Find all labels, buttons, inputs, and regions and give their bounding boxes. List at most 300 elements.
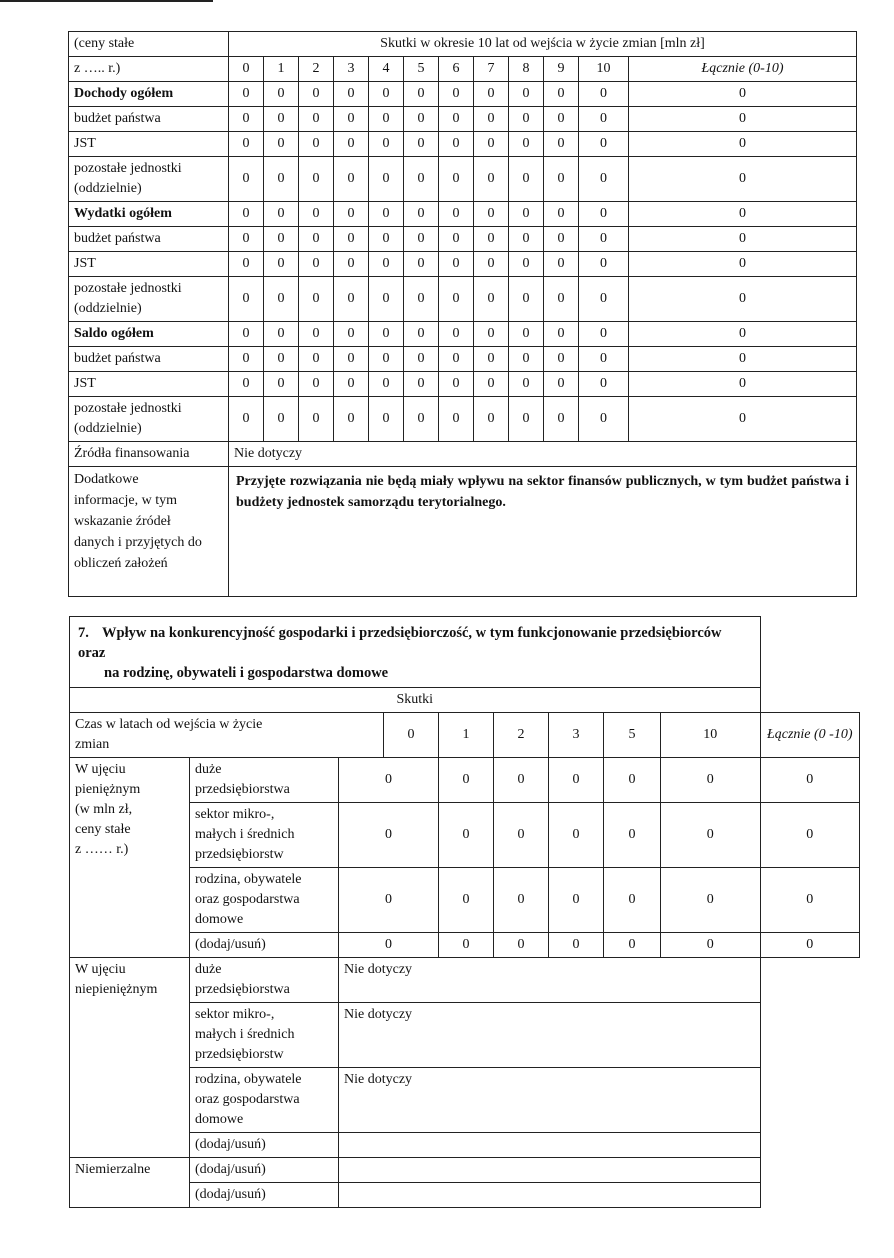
value-cell: 0 [474,322,509,347]
total-cell: 0 [629,82,857,107]
year-header: 3 [549,713,604,758]
value-cell: 0 [509,277,544,322]
label-line: ceny stałe [75,822,131,837]
value-cell: 0 [549,758,604,803]
value-cell: 0 [509,82,544,107]
value-cell: 0 [299,82,334,107]
value-cell: 0 [474,157,509,202]
value-cell: 0 [604,933,661,958]
value-cell: 0 [264,132,299,157]
value-cell: 0 [474,252,509,277]
value-cell: 0 [509,252,544,277]
value-cell: 0 [369,252,404,277]
label-line: (oddzielnie) [74,421,142,436]
value-cell: 0 [404,132,439,157]
row-label: Dochody ogółem [69,82,229,107]
total-cell: 0 [760,758,860,803]
year-header: 10 [579,57,629,82]
value-cell: 0 [544,132,579,157]
label-line: przedsiębiorstw [195,847,284,862]
label-line: domowe [195,912,244,927]
table-row [69,202,857,227]
value-cell: 0 [544,397,579,442]
label-line: informacje, w tym [74,493,178,508]
section-number: 7. [78,625,89,641]
value-cell: 0 [229,277,264,322]
value-cell: 0 [299,277,334,322]
label-line: rodzina, obywatele [195,1072,302,1087]
nonmonetary-rows [70,958,860,1158]
label-line: W ujęciu [75,962,126,977]
monetary-group-label [70,758,190,958]
label-line: przedsiębiorstwa [195,982,290,997]
table-row [69,372,857,397]
value-cell: 0 [334,107,369,132]
row-value [339,1183,761,1208]
value-cell: 0 [369,322,404,347]
value-cell: 0 [474,372,509,397]
value-cell: 0 [474,227,509,252]
value-cell: 0 [404,82,439,107]
year-header: 0 [384,713,439,758]
label-line: obliczeń założeń [74,556,168,571]
row-label: budżet państwa [69,107,229,132]
value-cell: 0 [509,202,544,227]
value-cell: 0 [544,347,579,372]
value-cell: 0 [439,868,494,933]
total-header: Łącznie (0 -10) [760,713,860,758]
unmeasurable-rows [70,1158,860,1208]
price-note-2: z ….. r.) [69,57,229,82]
value-cell: 0 [604,803,661,868]
value-cell: 0 [369,157,404,202]
row-label [69,277,229,322]
label-line: (dodaj/usuń) [195,937,266,952]
value-cell: 0 [404,202,439,227]
value-cell: 0 [439,322,474,347]
table-row [69,82,857,107]
value-cell: 0 [509,397,544,442]
label-line: duże [195,762,222,777]
section-title: Wpływ na konkurencyjność gospodarki i przedsiębiorczość, w tym funkcjonowanie przedsiębiorców oraz [78,625,722,661]
value-cell: 0 [339,758,439,803]
value-cell: 0 [439,252,474,277]
row-label [190,758,339,803]
value-cell: 0 [264,227,299,252]
additional-info-label [69,467,229,597]
funding-label: Źródła finansowania [69,442,229,467]
row-label [190,958,339,1003]
skutki-header: Skutki [70,688,761,713]
total-cell: 0 [629,347,857,372]
value-cell: 0 [661,868,761,933]
value-cell: 0 [509,322,544,347]
label-line: pozostałe jednostki [74,161,182,176]
value-cell: 0 [339,868,439,933]
section-title-line2: na rodzinę, obywateli i gospodarstwa domowe [104,665,389,681]
section-header-row [70,617,860,688]
row-value [339,1133,761,1158]
row-label [190,1133,339,1158]
value-cell: 0 [369,397,404,442]
value-cell: 0 [544,277,579,322]
value-cell: 0 [544,82,579,107]
value-cell: 0 [474,82,509,107]
time-label [70,713,384,758]
label-line: (dodaj/usuń) [195,1137,266,1152]
value-cell: 0 [544,157,579,202]
year-header: 5 [604,713,661,758]
year-header: 2 [299,57,334,82]
value-cell: 0 [579,202,629,227]
value-cell: 0 [334,157,369,202]
label-line: (oddzielnie) [74,301,142,316]
year-header: 6 [439,57,474,82]
value-cell: 0 [579,252,629,277]
value-cell: 0 [264,347,299,372]
year-header: 4 [369,57,404,82]
row-label: JST [69,252,229,277]
value-cell: 0 [604,758,661,803]
label-line: sektor mikro-, [195,807,275,822]
label-line: z …… r.) [75,842,129,857]
value-cell: 0 [334,322,369,347]
value-cell: 0 [439,933,494,958]
year-header: 0 [229,57,264,82]
value-cell: 0 [509,157,544,202]
label-line: małych i średnich [195,1027,295,1042]
value-cell: 0 [404,252,439,277]
value-cell: 0 [299,322,334,347]
row-label [190,1003,339,1068]
value-cell: 0 [404,397,439,442]
value-cell: 0 [549,803,604,868]
section-7-heading [70,617,761,688]
value-cell: 0 [299,252,334,277]
unmeasurable-label: Niemierzalne [70,1158,190,1208]
label-line: oraz gospodarstwa [195,892,300,907]
year-header: 1 [439,713,494,758]
value-cell: 0 [549,868,604,933]
table-title: Skutki w okresie 10 lat od wejścia w życie zmian [mln zł] [229,32,857,57]
table-row [69,227,857,252]
value-cell: 0 [299,227,334,252]
value-cell: 0 [579,277,629,322]
time-header-row [70,713,860,758]
value-cell: 0 [334,252,369,277]
value-cell: 0 [439,803,494,868]
year-header: 10 [661,713,761,758]
value-cell: 0 [509,132,544,157]
value-cell: 0 [299,347,334,372]
value-cell: 0 [494,933,549,958]
year-header: 5 [404,57,439,82]
year-header-row [69,57,857,82]
value-cell: 0 [264,397,299,442]
value-cell: 0 [509,347,544,372]
total-cell: 0 [760,868,860,933]
value-cell: 0 [299,202,334,227]
time-label-line: zmian [75,737,110,752]
year-header: 9 [544,57,579,82]
nonmonetary-row [70,958,860,1003]
value-cell: 0 [229,202,264,227]
skutki-row [70,688,860,713]
value-cell: 0 [474,107,509,132]
year-header: 7 [474,57,509,82]
table-header-row [69,32,857,57]
value-cell: 0 [544,107,579,132]
value-cell: 0 [439,202,474,227]
row-value [339,1158,761,1183]
total-cell: 0 [629,107,857,132]
total-cell: 0 [629,157,857,202]
value-cell: 0 [579,107,629,132]
value-cell: 0 [474,347,509,372]
label-line: (w mln zł, [75,802,133,817]
value-cell: 0 [579,132,629,157]
unmeasurable-row [70,1158,860,1183]
value-cell: 0 [474,132,509,157]
table-row [69,322,857,347]
value-cell: 0 [494,803,549,868]
value-cell: 0 [339,933,439,958]
value-cell: 0 [579,322,629,347]
value-cell: 0 [229,397,264,442]
row-label: (dodaj/usuń) [190,1158,339,1183]
value-cell: 0 [439,397,474,442]
value-cell: 0 [299,397,334,442]
value-cell: 0 [579,82,629,107]
value-cell: 0 [439,107,474,132]
label-line: pozostałe jednostki [74,401,182,416]
year-header: 3 [334,57,369,82]
label-line: danych i przyjętych do [74,535,202,550]
label-line: oraz gospodarstwa [195,1092,300,1107]
row-label [190,803,339,868]
monetary-row [70,758,860,803]
row-label: JST [69,132,229,157]
value-cell: 0 [264,107,299,132]
value-cell: 0 [369,372,404,397]
row-label [190,933,339,958]
value-cell: 0 [404,227,439,252]
label-line: Dodatkowe [74,472,139,487]
value-cell: 0 [439,82,474,107]
price-note-1: (ceny stałe [69,32,229,57]
value-cell: 0 [404,322,439,347]
value-cell: 0 [264,202,299,227]
label-line: rodzina, obywatele [195,872,302,887]
value-cell: 0 [661,933,761,958]
table-row [69,157,857,202]
value-cell: 0 [334,132,369,157]
label-line: przedsiębiorstw [195,1047,284,1062]
value-cell: 0 [404,372,439,397]
total-header: Łącznie (0-10) [629,57,857,82]
table-row [69,132,857,157]
total-cell: 0 [629,397,857,442]
page-top-rule [0,0,213,2]
total-cell: 0 [629,252,857,277]
value-cell: 0 [579,227,629,252]
row-label [69,397,229,442]
row-label: Saldo ogółem [69,322,229,347]
value-cell: 0 [579,397,629,442]
nonmonetary-group-label [70,958,190,1158]
value-cell: 0 [369,132,404,157]
time-label-line: Czas w latach od wejścia w życie [75,717,263,732]
row-label: budżet państwa [69,347,229,372]
value-cell: 0 [439,372,474,397]
value-cell: 0 [404,107,439,132]
row-label: JST [69,372,229,397]
row-label: Wydatki ogółem [69,202,229,227]
label-line: niepieniężnym [75,982,158,997]
table-row [69,252,857,277]
value-cell: 0 [494,758,549,803]
total-cell: 0 [629,202,857,227]
label-line: małych i średnich [195,827,295,842]
funding-value: Nie dotyczy [229,442,857,467]
label-line: (oddzielnie) [74,181,142,196]
label-line: przedsiębiorstwa [195,782,290,797]
value-cell: 0 [264,157,299,202]
label-line: domowe [195,1112,244,1127]
table-row [69,107,857,132]
value-cell: 0 [474,397,509,442]
value-cell: 0 [299,107,334,132]
value-cell: 0 [369,107,404,132]
value-cell: 0 [369,227,404,252]
value-cell: 0 [544,252,579,277]
row-value: Nie dotyczy [339,958,761,1003]
value-cell: 0 [579,157,629,202]
additional-info-text: Przyjęte rozwiązania nie będą miały wpływu na sektor finansów publicznych, w tym budżet państwa i budżety jednostek samorządu terytorialnego. [229,467,857,597]
row-value: Nie dotyczy [339,1003,761,1068]
value-cell: 0 [334,227,369,252]
year-header: 2 [494,713,549,758]
value-cell: 0 [544,202,579,227]
value-cell: 0 [299,157,334,202]
value-cell: 0 [661,803,761,868]
table-row [69,347,857,372]
value-cell: 0 [494,868,549,933]
value-cell: 0 [544,322,579,347]
value-cell: 0 [229,132,264,157]
total-cell: 0 [629,372,857,397]
total-cell: 0 [760,803,860,868]
value-cell: 0 [544,372,579,397]
value-cell: 0 [264,372,299,397]
monetary-rows [70,758,860,958]
value-cell: 0 [439,157,474,202]
value-cell: 0 [229,322,264,347]
label-line: sektor mikro-, [195,1007,275,1022]
row-value: Nie dotyczy [339,1068,761,1133]
value-cell: 0 [604,868,661,933]
value-cell: 0 [474,202,509,227]
value-cell: 0 [369,82,404,107]
value-cell: 0 [229,82,264,107]
table-row [69,397,857,442]
value-cell: 0 [299,132,334,157]
additional-info-row [69,467,857,597]
value-cell: 0 [544,227,579,252]
label-line: pozostałe jednostki [74,281,182,296]
value-cell: 0 [579,347,629,372]
value-cell: 0 [369,347,404,372]
label-line: duże [195,962,222,977]
row-label: (dodaj/usuń) [190,1183,339,1208]
value-cell: 0 [334,372,369,397]
value-cell: 0 [369,277,404,322]
value-cell: 0 [439,227,474,252]
value-cell: 0 [404,347,439,372]
value-cell: 0 [264,322,299,347]
fiscal-impact-table [68,31,857,597]
year-header: 1 [264,57,299,82]
year-header: 8 [509,57,544,82]
value-cell: 0 [439,758,494,803]
value-cell: 0 [264,82,299,107]
row-label [69,157,229,202]
value-cell: 0 [509,227,544,252]
value-cell: 0 [229,372,264,397]
label-line: W ujęciu [75,762,126,777]
value-cell: 0 [334,397,369,442]
value-cell: 0 [229,252,264,277]
value-cell: 0 [661,758,761,803]
value-cell: 0 [299,372,334,397]
total-cell: 0 [629,277,857,322]
total-cell: 0 [760,933,860,958]
value-cell: 0 [474,277,509,322]
value-cell: 0 [334,202,369,227]
value-cell: 0 [229,347,264,372]
label-line: wskazanie źródeł [74,514,171,529]
value-cell: 0 [404,277,439,322]
value-cell: 0 [334,82,369,107]
row-label [190,868,339,933]
value-cell: 0 [334,277,369,322]
value-cell: 0 [509,107,544,132]
fiscal-rows [69,82,857,442]
value-cell: 0 [439,347,474,372]
value-cell: 0 [579,372,629,397]
total-cell: 0 [629,227,857,252]
value-cell: 0 [229,107,264,132]
value-cell: 0 [549,933,604,958]
value-cell: 0 [229,157,264,202]
value-cell: 0 [339,803,439,868]
value-cell: 0 [439,277,474,322]
table-row [69,277,857,322]
label-line: pieniężnym [75,782,141,797]
value-cell: 0 [439,132,474,157]
total-cell: 0 [629,132,857,157]
total-cell: 0 [629,322,857,347]
value-cell: 0 [264,277,299,322]
value-cell: 0 [334,347,369,372]
value-cell: 0 [404,157,439,202]
value-cell: 0 [369,202,404,227]
value-cell: 0 [229,227,264,252]
row-label [190,1068,339,1133]
value-cell: 0 [264,252,299,277]
funding-row [69,442,857,467]
value-cell: 0 [509,372,544,397]
